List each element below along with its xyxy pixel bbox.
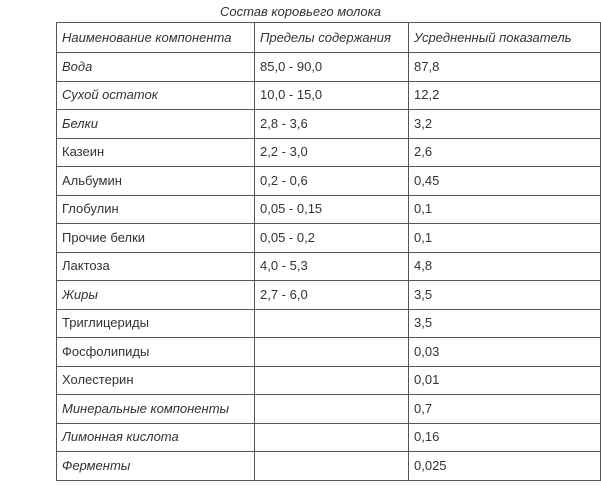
content-range-cell [255,395,409,424]
component-name-cell: Сухой остаток [57,81,255,110]
table-row [57,366,601,395]
content-range-cell: 2,7 - 6,0 [255,281,409,310]
content-range-cell [255,309,409,338]
average-value-cell: 3,5 [409,281,601,310]
table-row [57,138,601,167]
table-caption: Состав коровьего молока [219,4,381,19]
average-value-cell: 0,01 [409,366,601,395]
content-range-cell: 85,0 - 90,0 [255,53,409,82]
table-row [57,167,601,196]
table-row [57,110,601,139]
table-row [57,423,601,452]
content-range-cell: 0,05 - 0,15 [255,195,409,224]
content-range-cell [255,423,409,452]
component-name-cell: Жиры [57,281,255,310]
component-name-cell: Глобулин [57,195,255,224]
content-range-cell: 0,2 - 0,6 [255,167,409,196]
average-value-cell: 0,7 [409,395,601,424]
header-component-name: Наименование компонента [57,23,255,53]
average-value-cell: 0,1 [409,224,601,253]
table-row [57,53,601,82]
content-range-cell: 4,0 - 5,3 [255,252,409,281]
component-name-cell: Фосфолипиды [57,338,255,367]
average-value-cell: 3,5 [409,309,601,338]
average-value-cell: 87,8 [409,53,601,82]
component-name-cell: Холестерин [57,366,255,395]
table-row [57,452,601,481]
table-row [57,81,601,110]
table-header-row [57,23,601,53]
content-range-cell: 10,0 - 15,0 [255,81,409,110]
average-value-cell: 0,025 [409,452,601,481]
component-name-cell: Триглицериды [57,309,255,338]
component-name-cell: Минеральные компоненты [57,395,255,424]
component-name-cell: Прочие белки [57,224,255,253]
component-name-cell: Казеин [57,138,255,167]
content-range-cell [255,452,409,481]
component-name-cell: Ферменты [57,452,255,481]
table-row [57,252,601,281]
component-name-cell: Лактоза [57,252,255,281]
header-content-range: Пределы содержания [255,23,409,53]
content-range-cell [255,338,409,367]
table-row [57,281,601,310]
header-average-value: Усредненный показатель [409,23,601,53]
average-value-cell: 2,6 [409,138,601,167]
component-name-cell: Лимонная кислота [57,423,255,452]
average-value-cell: 3,2 [409,110,601,139]
table-row [57,195,601,224]
milk-composition-table [56,22,601,481]
average-value-cell: 0,03 [409,338,601,367]
table-row [57,224,601,253]
table-row [57,395,601,424]
table-row [57,338,601,367]
content-range-cell [255,366,409,395]
average-value-cell: 4,8 [409,252,601,281]
component-name-cell: Альбумин [57,167,255,196]
average-value-cell: 0,45 [409,167,601,196]
average-value-cell: 0,16 [409,423,601,452]
table-row [57,309,601,338]
component-name-cell: Белки [57,110,255,139]
content-range-cell: 2,2 - 3,0 [255,138,409,167]
component-name-cell: Вода [57,53,255,82]
content-range-cell: 0,05 - 0,2 [255,224,409,253]
content-range-cell: 2,8 - 3,6 [255,110,409,139]
average-value-cell: 12,2 [409,81,601,110]
average-value-cell: 0,1 [409,195,601,224]
